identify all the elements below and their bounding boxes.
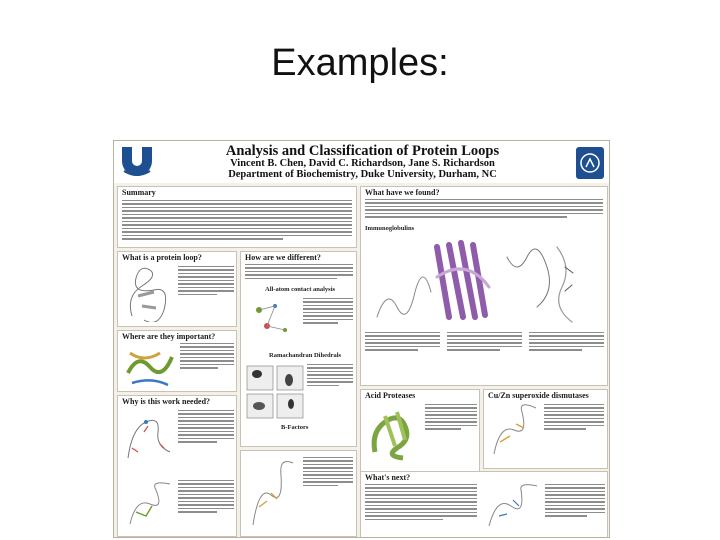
slide-title: Examples:	[271, 42, 449, 84]
acid-protease-structure-image	[365, 402, 423, 462]
summary-panel	[117, 186, 357, 248]
contact-dots-image	[245, 296, 299, 346]
ramachandran-plot-image	[245, 364, 305, 420]
b-factors-heading: B-Factors	[281, 424, 309, 431]
dismutase-structure-image	[488, 402, 542, 464]
loop-example-image	[122, 478, 176, 534]
ramachandran-heading: Ramachandran Dihedrals	[269, 352, 342, 359]
protein-complex-image	[122, 343, 178, 389]
all-atom-heading: All-atom contact analysis	[265, 286, 336, 293]
poster-header	[114, 141, 610, 183]
what-found-panel	[360, 186, 608, 386]
b-factors-panel	[240, 450, 357, 537]
poster-department: Department of Biochemistry, Duke University, Durham, NC	[228, 169, 497, 180]
what-found-heading: What have we found?	[365, 188, 440, 197]
superoxide-panel	[483, 389, 608, 469]
how-different-heading: How are we different?	[245, 253, 321, 262]
superoxide-heading: Cu/Zn superoxide dismutases	[488, 391, 589, 400]
anniversary-seal-icon	[576, 147, 604, 179]
what-is-loop-panel	[117, 251, 237, 327]
immunoglobulins-heading: Immunoglobulins	[365, 225, 415, 232]
what-is-loop-heading: What is a protein loop?	[122, 253, 202, 262]
why-needed-panel	[117, 395, 237, 537]
next-structure-image	[483, 480, 543, 536]
poster-title: Analysis and Classification of Protein Loops	[225, 143, 500, 159]
poster-image	[113, 140, 610, 538]
b-factor-image	[245, 455, 299, 533]
loop-structure-image	[124, 266, 172, 322]
loop-trace-image	[122, 408, 176, 466]
poster-authors: Vincent B. Chen, David C. Richardson, Jane S. Richardson	[230, 158, 495, 169]
immunoglobulin-structure-image	[367, 237, 607, 327]
where-important-heading: Where are they important?	[122, 332, 216, 341]
acid-proteases-heading: Acid Proteases	[365, 391, 416, 400]
summary-heading: Summary	[122, 188, 156, 197]
whats-next-panel	[360, 471, 608, 538]
whats-next-heading: What's next?	[365, 473, 411, 482]
how-different-panel	[240, 251, 357, 447]
why-needed-heading: Why is this work needed?	[122, 397, 211, 406]
where-important-panel	[117, 330, 237, 392]
